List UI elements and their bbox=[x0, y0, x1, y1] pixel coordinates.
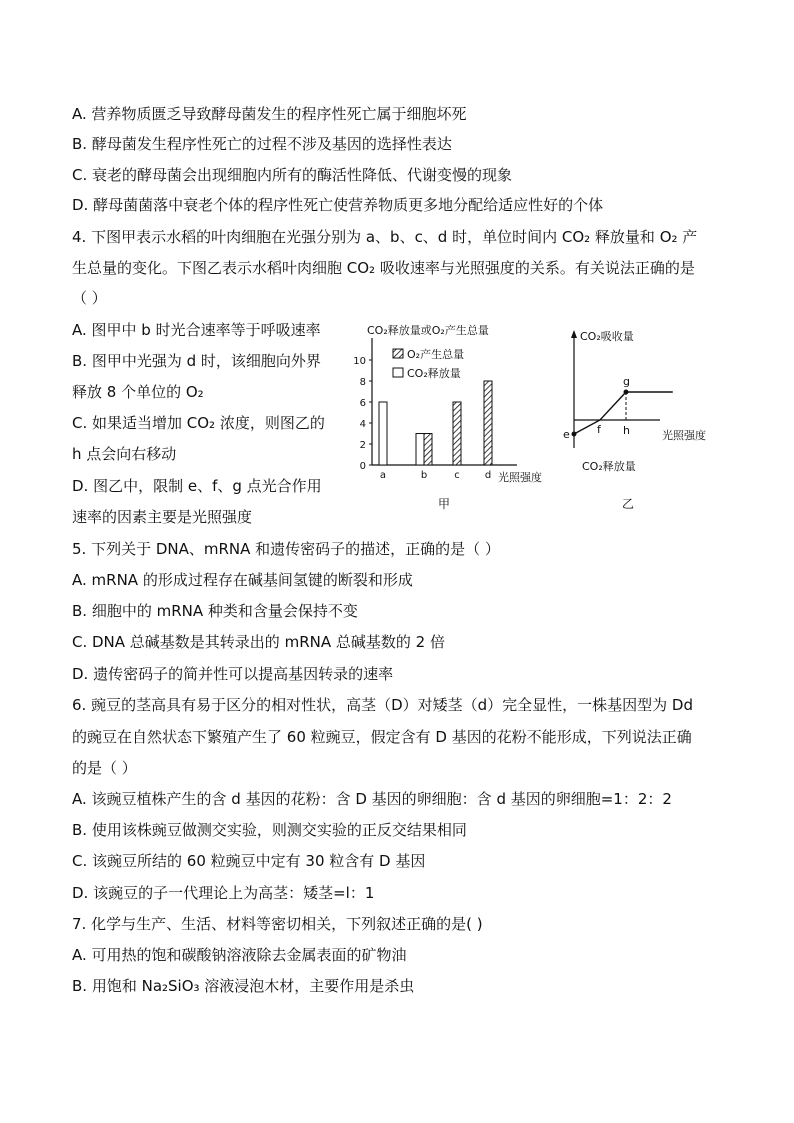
chart-jia bbox=[353, 323, 542, 511]
chart-yi bbox=[563, 329, 706, 511]
text-line: C. DNA 总碱基数是其转录出的 mRNA 总碱基数的 2 倍 bbox=[72, 633, 445, 651]
y-tick-label: 0 bbox=[359, 461, 366, 472]
text-line: B. 细胞中的 mRNA 种类和含量会保持不变 bbox=[72, 602, 358, 620]
y-tick-label: 6 bbox=[359, 398, 366, 409]
chart-caption: 甲 bbox=[438, 497, 451, 511]
x-tick-label: b bbox=[420, 470, 428, 481]
text-line: A. 营养物质匮乏导致酵母菌发生的程序性死亡属于细胞坏死 bbox=[72, 105, 467, 123]
x-tick-label: c bbox=[454, 470, 460, 481]
text-line: B. 使用该株豌豆做测交实验，则测交实验的正反交结果相同 bbox=[72, 821, 467, 839]
legend-label-o2: O₂产生总量 bbox=[407, 348, 465, 361]
label-e: e bbox=[563, 428, 570, 441]
bar-co2 bbox=[416, 434, 424, 466]
text-line: C. 该豌豆所结的 60 粒豌豆中定有 30 粒含有 D 基因 bbox=[72, 852, 426, 870]
text-line: A. 可用热的饱和碳酸钠溶液除去金属表面的矿物油 bbox=[72, 946, 407, 964]
x-axis-label: 光照强度 bbox=[662, 429, 706, 442]
y-axis-label: CO₂释放量或O₂产生总量 bbox=[367, 324, 489, 337]
bar-o2 bbox=[424, 434, 432, 466]
text-line: 的豌豆在自然状态下繁殖产生了 60 粒豌豆，假定含有 D 基因的花粉不能形成，下列说法正确 bbox=[72, 728, 692, 746]
text-line: D. 图乙中，限制 e、f、g 点光合作用 bbox=[72, 477, 322, 495]
figure-svg bbox=[342, 318, 734, 518]
label-f: f bbox=[597, 423, 601, 436]
legend-label-co2: CO₂释放量 bbox=[407, 367, 461, 380]
text-line: 4. 下图甲表示水稻的叶肉细胞在光强分别为 a、b、c、d 时，单位时间内 CO₂ 释放量和 O₂ 产 bbox=[72, 228, 698, 246]
point-e bbox=[572, 432, 577, 437]
text-line: D. 酵母菌菌落中衰老个体的程序性死亡使营养物质更多地分配给适应性好的个体 bbox=[72, 196, 604, 214]
text-line: B. 图甲中光强为 d 时，该细胞向外界 bbox=[72, 352, 321, 370]
text-line: D. 该豌豆的子一代理论上为高茎：矮茎=l：1 bbox=[72, 884, 375, 902]
legend-swatch-o2 bbox=[393, 349, 403, 358]
text-line: A. 该豌豆植株产生的含 d 基因的花粉：含 D 基因的卵细胞：含 d 基因的卵细胞=1：2：2 bbox=[72, 790, 672, 808]
text-line: D. 遗传密码子的简并性可以提高基因转录的速率 bbox=[72, 665, 394, 683]
text-line: 释放 8 个单位的 O₂ bbox=[72, 383, 204, 401]
text-line: （ ） bbox=[72, 289, 107, 307]
figure-area bbox=[342, 318, 734, 518]
y-tick-label: 2 bbox=[359, 440, 366, 451]
label-h: h bbox=[623, 424, 630, 437]
bar-o2 bbox=[453, 402, 461, 465]
y-axis-arrow bbox=[571, 330, 577, 338]
text-line: 生总量的变化。下图乙表示水稻叶肉细胞 CO₂ 吸收速率与光照强度的关系。有关说法正确的是 bbox=[72, 259, 695, 277]
x-tick-label: d bbox=[484, 470, 492, 481]
bar-o2 bbox=[484, 381, 492, 465]
chart-caption: 乙 bbox=[622, 497, 635, 511]
text-line: C. 衰老的酵母菌会出现细胞内所有的酶活性降低、代谢变慢的现象 bbox=[72, 166, 513, 184]
text-line: A. mRNA 的形成过程存在碱基间氢键的断裂和形成 bbox=[72, 571, 413, 589]
text-line: C. 如果适当增加 CO₂ 浓度，则图乙的 bbox=[72, 414, 325, 432]
text-line: A. 图甲中 b 时光合速率等于呼吸速率 bbox=[72, 321, 321, 339]
label-g: g bbox=[623, 375, 630, 388]
y-tick-label: 4 bbox=[359, 419, 366, 430]
text-line: B. 用饱和 Na₂SiO₃ 溶液浸泡木材，主要作用是杀虫 bbox=[72, 977, 415, 995]
text-line: 速率的因素主要是光照强度 bbox=[72, 508, 253, 526]
x-axis-label: 光照强度 bbox=[498, 471, 542, 484]
y-axis-label: CO₂吸收量 bbox=[580, 330, 634, 343]
legend-swatch-co2 bbox=[393, 368, 403, 377]
y-tick-label: 10 bbox=[353, 356, 366, 367]
bar-co2 bbox=[379, 402, 387, 465]
text-line: 5. 下列关于 DNA、mRNA 和遗传密码子的描述，正确的是（ ） bbox=[72, 540, 500, 558]
y-tick-label: 8 bbox=[359, 377, 366, 388]
text-line: B. 酵母菌发生程序性死亡的过程不涉及基因的选择性表达 bbox=[72, 135, 452, 153]
y-axis-negative-label: CO₂释放量 bbox=[582, 460, 636, 473]
x-tick-label: a bbox=[379, 470, 387, 481]
text-line: h 点会向右移动 bbox=[72, 445, 177, 463]
text-line: 的是（ ） bbox=[72, 759, 137, 777]
text-line: 6. 豌豆的茎高具有易于区分的相对性状，高茎（D）对矮茎（d）完全显性，一株基因型为 Dd bbox=[72, 696, 693, 714]
text-line: 7. 化学与生产、生活、材料等密切相关，下列叙述正确的是( ) bbox=[72, 915, 483, 933]
